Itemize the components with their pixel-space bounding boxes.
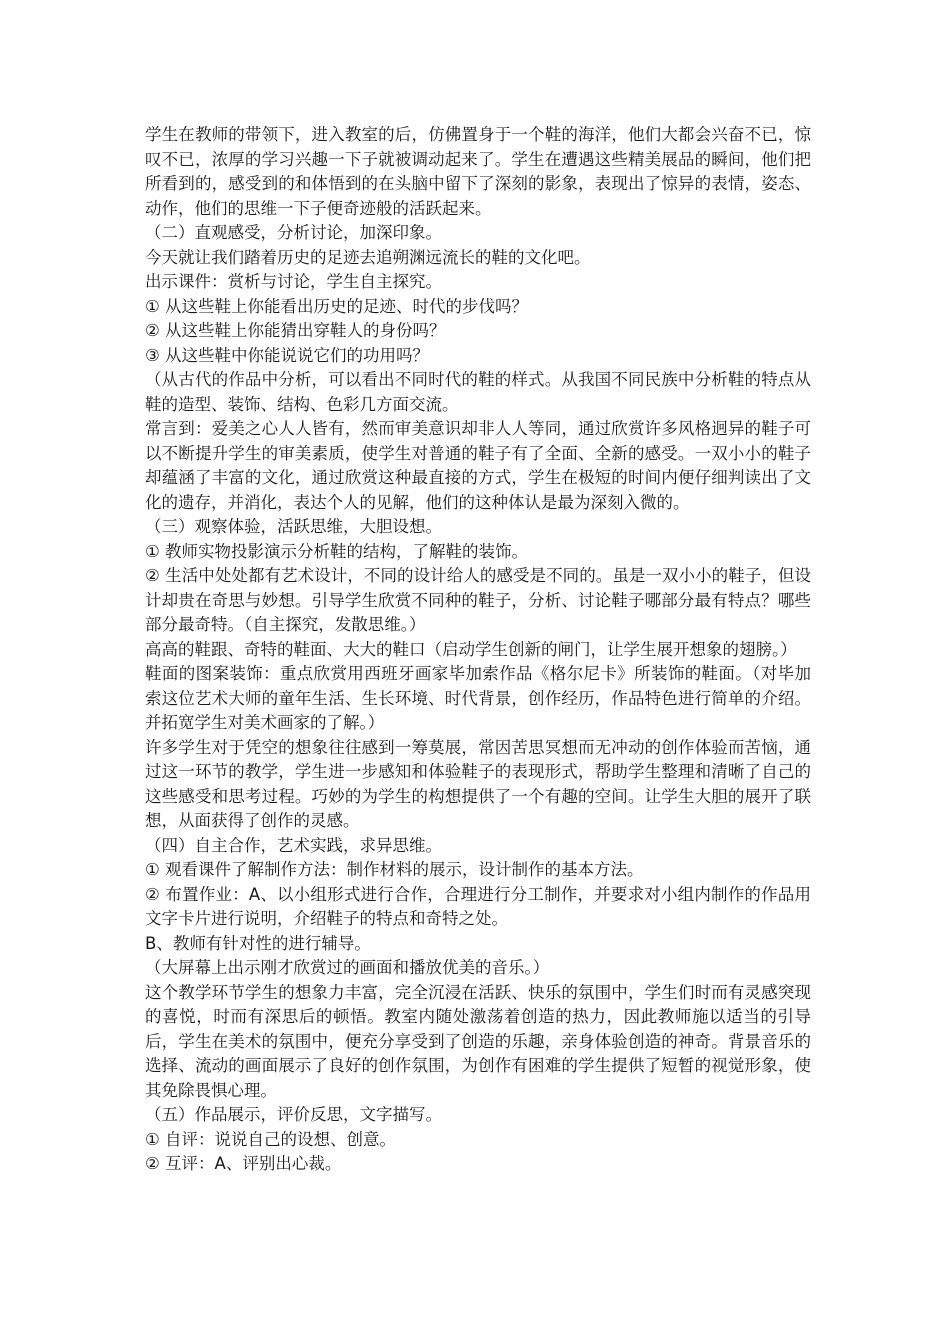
section-heading-5: （五）作品展示，评价反思，文字描写。 [145, 1105, 442, 1124]
paragraph-intro: 学生在教师的带领下，进入教室的后，仿佛置身于一个鞋的海洋，他们大都会兴奋不已，惊叹不已，浓厚的学习兴趣一下子就被调动起来了。学生在遭遇这些精美展品的瞬间，他们把所看到的，感受到的和体悟到的在头脑中留下了深刻的影象，表现出了惊异的表情，姿态、动作，他们的思维一下子便奇迹般的活跃起来。 [145, 125, 811, 218]
list-item: ① 从这些鞋上你能看出历史的足迹、时代的步伐吗？ [145, 296, 529, 316]
paragraph: （从古代的作品中分析，可以看出不同时代的鞋的样式。从我国不同民族中分析鞋的特点从鞋的造型、装饰、结构、色彩几方面交流。 [145, 370, 811, 414]
paragraph: 高高的鞋跟、奇特的鞋面、大大的鞋口（启动学生创新的闸门，让学生展开想象的翅膀。） [145, 639, 797, 659]
section-heading-2: （二）直观感受，分析讨论，加深印象。 [145, 223, 442, 242]
paragraph: 鞋面的图案装饰：重点欣赏用西班牙画家毕加索作品《格尔尼卡》所装饰的鞋面。（对毕加索这位艺术大师的童年生活、生长环境、时代背景，创作经历，作品特色进行简单的介绍。并拓宽学生对美术画家的了解。） [145, 664, 811, 732]
paragraph: 今天就让我们踏着历史的足迹去追朔渊远流长的鞋的文化吧。 [145, 247, 591, 267]
list-item: ② 布置作业：A、以小组形式进行合作，合理进行分工制作，并要求对小组内制作的作品用文字卡片进行说明，介绍鞋子的特点和奇特之处。 [145, 884, 811, 928]
list-item: ① 自评：说说自己的设想、创意。 [145, 1129, 397, 1149]
paragraph: （大屏幕上出示刚才欣赏过的画面和播放优美的音乐。） [145, 958, 550, 977]
list-item: ② 生活中处处都有艺术设计，不同的设计给人的感受是不同的。虽是一双小小的鞋子，但设计却贵在奇思与妙想。引导学生欣赏不同种的鞋子，分析、讨论鞋子哪部分最有特点？哪些部分最奇特。（自主探究，发散思维。） [145, 566, 811, 634]
section-heading-4: （四）自主合作，艺术实践，求异思维。 [145, 835, 442, 855]
paragraph: 常言到：爱美之心人人皆有，然而审美意识却非人人等同，通过欣赏许多风格迥异的鞋子可以不断提升学生的审美素质，使学生对普通的鞋子有了全面、全新的感受。一双小小的鞋子却蕴涵了丰富的文化，通过欣赏这种最直接的方式，学生在极短的时间内便仔细判读出了文化的遗存，并消化，表达个人的见解，他们的这种体认是最为深刻入微的。 [145, 419, 811, 512]
section-heading-3: （三）观察体验，活跃思维，大胆设想。 [145, 517, 442, 536]
paragraph: 这个教学环节学生的想象力丰富，完全沉浸在活跃、快乐的氛围中，学生们时而有灵感突现的喜悦，时而有深思后的顿悟。教室内随处激荡着创造的热力，因此教师施以适当的引导后，学生在美术的氛围中，便充分享受到了创造的乐趣，亲身体验创造的神奇。背景音乐的选择、流动的画面展示了良好的创作氛围，为创作有困难的学生提供了短暂的视觉形象，使其免除畏惧心理。 [145, 982, 811, 1100]
list-item: ③ 从这些鞋中你能说说它们的功用吗？ [145, 345, 430, 365]
list-item: ① 教师实物投影演示分析鞋的结构，了解鞋的装饰。 [145, 541, 529, 561]
list-item: ② 互评：A、评别出心裁。 [145, 1154, 342, 1173]
paragraph: B、教师有针对性的进行辅导。 [145, 933, 371, 953]
list-item: ② 从这些鞋上你能猜出穿鞋人的身份吗？ [145, 321, 446, 340]
document-body [145, 123, 811, 1177]
paragraph: 出示课件：赏析与讨论，学生自主探究。 [145, 272, 442, 291]
list-item: ① 观看课件了解制作方法：制作材料的展示，设计制作的基本方法。 [145, 860, 644, 879]
paragraph: 许多学生对于凭空的想象往往感到一筹莫展，常因苦思冥想而无冲动的创作体验而苦恼，通过这一环节的教学，学生进一步感知和体验鞋子的表现形式，帮助学生整理和清晰了自己的这些感受和思考过程。巧妙的为学生的构想提供了一个有趣的空间。让学生大胆的展开了联想，从面获得了创作的灵感。 [145, 737, 811, 830]
